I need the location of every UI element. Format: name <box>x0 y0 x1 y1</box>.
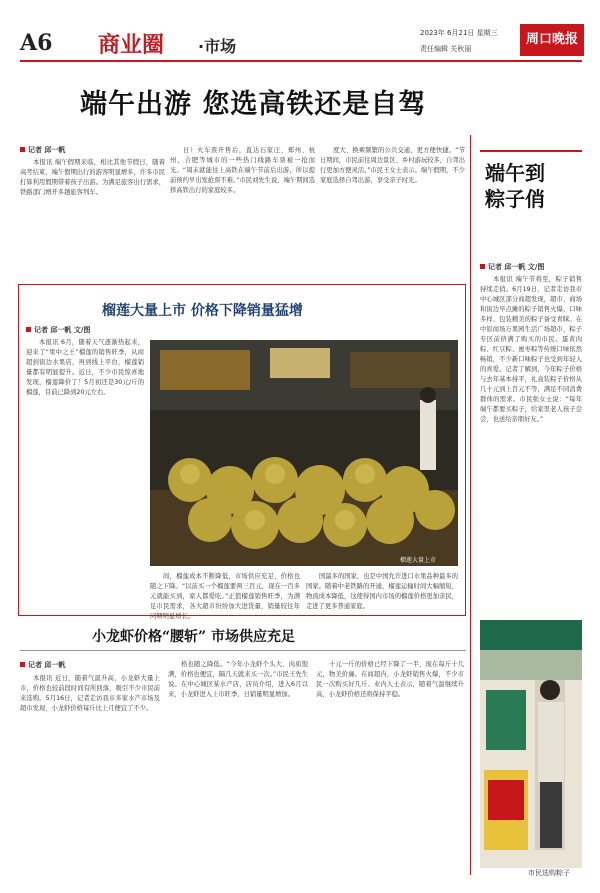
zongzi-photo-caption: 市民选购粽子 <box>528 869 570 877</box>
sidebar-byline: 记者 邱一帆 文/图 <box>480 262 544 272</box>
crayfish-headline: 小龙虾价格“腰斩” 市场供应充足 <box>92 629 295 645</box>
durian-article-col1: 本报讯 6月，随着天气逐渐热起来，迎来了“果中之王”榴莲的销售旺季，从商超到街边水果店，再到线上平台，榴莲销量都有明显提升。近日，不少市民惊喜地发现，榴莲降价了！5月初还是30元/斤的榴莲，目前已降到20元左右。 <box>26 339 144 396</box>
zongzi-photo <box>480 620 582 868</box>
section-brand: 商业圈 <box>98 32 165 58</box>
sidebar-headline-line1: 端午到 <box>485 161 545 185</box>
sidebar-article-text: 本报讯 端午节将至，粽子销售持续走俏。6月19日，记者走访我市中心城区部分商超发现，超市、商场和街边早点摊的粽子销售火爆，口味多样、包装精美的粽子备受青睐。在中原商场万果园生活广场超市，粽子专区前挤满了购买的市民。蛋黄肉粽、红豆粽、蜜枣粽等传统口味依然畅销，不少新口味粽子也受到年轻人的喜爱。记者了解到，今年粽子价格与去年基本持平，礼盒装粽子价格从几十元到上百元不等，满足不同消费群体的需求。市民张女士说：“每年端午都要买粽子，给家里老人孩子尝尝，也送给亲朋好友。” <box>480 276 582 423</box>
editor-line: 责任编辑 关秋丽 <box>420 45 472 53</box>
crayfish-article-col1: 本报讯 近日，随着气温升高，小龙虾大量上市，价格也较前段时间有所回落，吸引不少市民前来选购。5月16日，记者走访我市多家水产市场及超市发现，小龙虾价格每斤比上月便宜了不少。 <box>20 675 160 712</box>
durian-photo <box>150 340 458 566</box>
main-article-col1: 本报讯 端午假期来临，相比其他节假日，随着高考结束，端午假期出行的游客明显增多，许多市民打算利用假期带着孩子出游。为满足旅客出行需求，铁路部门增开多趟旅客列车。 <box>20 159 165 196</box>
crayfish-article-col2: 格也随之降低。“今年小龙虾个头大、肉质饱满，价格也便宜，隔几天就来买一次。”市民王先生说。在中心城区某水产店，店员介绍，进入6月以来，小龙虾进入上市旺季，日销量明显增加。 <box>168 661 308 698</box>
main-headline: 端午出游 您选高铁还是自驾 <box>80 89 427 120</box>
durian-photo-illustration <box>150 340 458 566</box>
page-number: A6 <box>20 30 53 56</box>
main-article-col3: 度大、换乘频繁的公共交通，更方便快捷。“节日期间，市民前往周边景区、乡村游玩较多，自驾出行更加方便灵活。”市民王女士表示。端午假期，不少家庭选择自驾出游，享受亲子时光。 <box>320 147 465 184</box>
durian-article-col2: 间，榴莲成本不断降低，市场供应充足，价格也随之下降。“以前买一个榴莲要两三百元，现在一百多元就能买到，家人都爱吃。”正值榴莲销售旺季，为满足市民需求，各大超市纷纷加大进货量，销量较往年同期明显增长。 <box>150 573 300 620</box>
durian-byline: 记者 邱一帆 文/图 <box>26 325 90 335</box>
page-header <box>20 22 582 62</box>
sidebar-headline <box>485 160 545 212</box>
durian-article-col3: 国最多的国家，也是中国允许进口水果品种最多的国家。随着中老铁路的开通，榴莲运输时间大幅缩短，物流成本降低，这使得国内市场的榴莲价格更加亲民，走进了更多普通家庭。 <box>306 573 458 610</box>
sidebar-top-rule <box>480 150 582 152</box>
issue-date: 2023年 6月21日 星期三 <box>420 29 498 37</box>
durian-headline: 榴莲大量上市 价格下降销量猛增 <box>102 303 303 319</box>
main-article-col2: 日）火车票开售后，直达石家庄、郑州、杭州、合肥等城市的一些热门线路车票被一抢而光。“周末就能往上高铁在端午节前后出游，所以提前预约早出发抢票不难。”市民刘先生说，端午期间选择高铁出行的家庭较多。 <box>170 147 315 194</box>
column-divider <box>470 135 471 875</box>
sidebar-headline-line2: 粽子俏 <box>485 187 545 211</box>
masthead-logo: 周口晚报 <box>520 24 584 56</box>
crayfish-article-col3: 十元一斤的价格已经下降了一半，现在每斤十几元，物美价廉。在商超内，小龙虾销售火爆，不少市民一次购买好几斤。业内人士表示，随着气温继续升高，小龙虾价格还将保持平稳。 <box>316 661 464 698</box>
zongzi-photo-illustration <box>480 620 582 868</box>
main-byline: 记者 邱一帆 <box>20 145 65 155</box>
durian-photo-caption: 榴莲大量上市 <box>400 557 437 564</box>
crayfish-byline: 记者 邱一帆 <box>20 660 65 670</box>
section-name: ·市场 <box>198 37 237 56</box>
crayfish-top-rule <box>20 650 466 651</box>
